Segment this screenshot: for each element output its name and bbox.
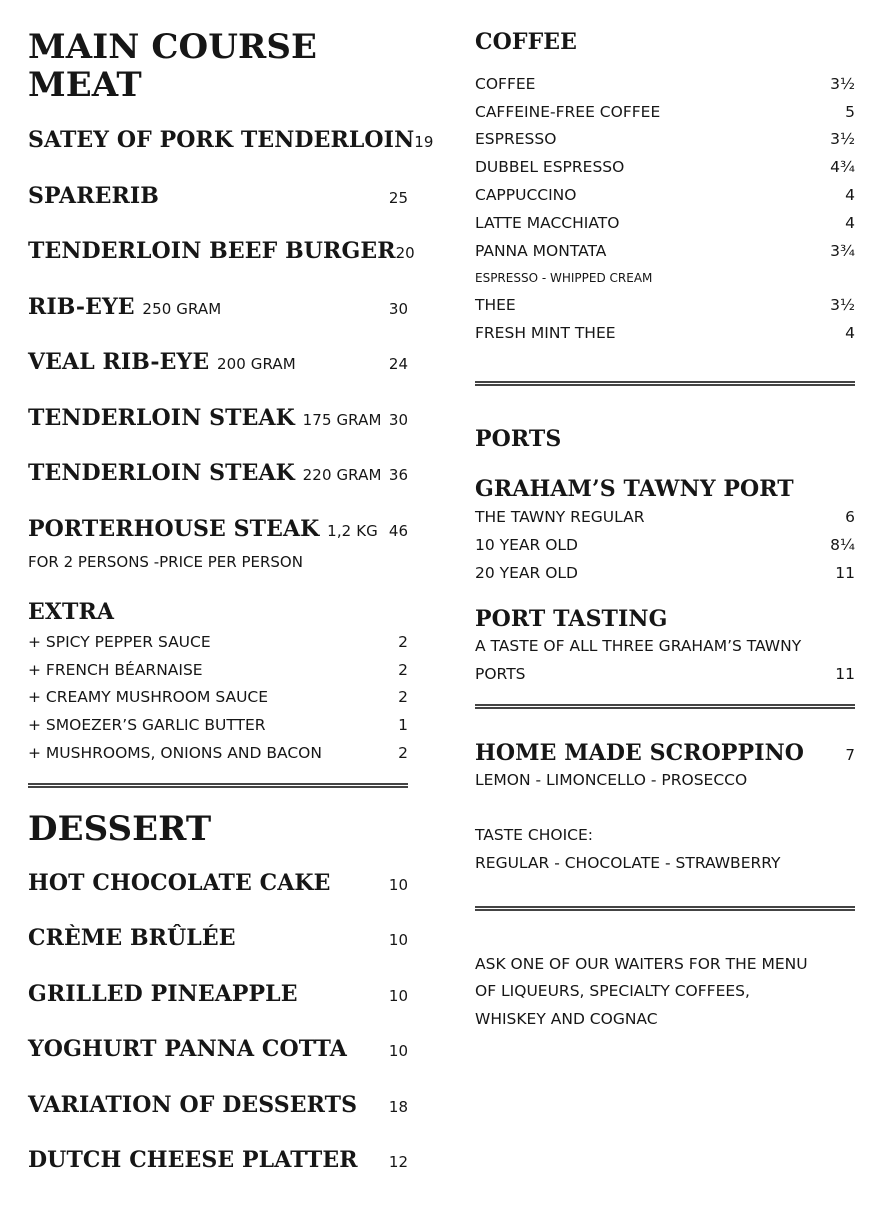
tea-list bbox=[475, 292, 855, 348]
extra-item-name: + MUSHROOMS, ONIONS AND BACON bbox=[28, 744, 322, 763]
menu-item-name bbox=[28, 238, 396, 264]
main-course-title-line2: MEAT bbox=[28, 65, 142, 105]
extra-title: EXTRA bbox=[28, 599, 115, 625]
dessert-item-name: CRÈME BRÛLÉE bbox=[28, 925, 236, 952]
menu-item-price: 30 bbox=[388, 299, 408, 318]
coffee-item bbox=[475, 126, 855, 154]
tea-item-name: THEE bbox=[475, 296, 516, 315]
dessert-item-price: 10 bbox=[388, 931, 408, 950]
dessert-item-row bbox=[28, 925, 408, 981]
menu-item-weight: 250 GRAM bbox=[142, 299, 222, 318]
footer-note-line1: ASK ONE OF OUR WAITERS FOR THE MENU bbox=[475, 954, 808, 973]
coffee-list bbox=[475, 70, 855, 265]
extra-item-name: + SPICY PEPPER SAUCE bbox=[28, 632, 211, 651]
menu-item-name bbox=[28, 294, 221, 320]
scroppino-row bbox=[475, 739, 855, 767]
port-tasting-text: PORTS bbox=[475, 665, 526, 684]
menu-item-price: 25 bbox=[388, 188, 408, 207]
menu-item-price: 36 bbox=[388, 466, 408, 484]
drinks-column bbox=[475, 28, 855, 1034]
extra-item-name: + CREAMY MUSHROOM SAUCE bbox=[28, 688, 269, 707]
coffee-item-price: 3½ bbox=[830, 130, 855, 149]
extra-item-price: 2 bbox=[398, 632, 408, 651]
port-item bbox=[475, 503, 855, 531]
menu-item-title: TENDERLOIN BEEF BURGER bbox=[28, 238, 396, 264]
menu-item-title: SPARERIB bbox=[28, 182, 159, 209]
dessert-item-price: 10 bbox=[388, 986, 408, 1005]
port-item bbox=[475, 559, 855, 587]
coffee-item-name: PANNA MONTATA bbox=[475, 241, 607, 260]
dessert-item-name: VARIATION OF DESSERTS bbox=[28, 1091, 358, 1118]
port-item bbox=[475, 531, 855, 559]
menu-item-name bbox=[28, 127, 414, 153]
extra-list bbox=[28, 628, 408, 767]
coffee-item-name: LATTE MACCHIATO bbox=[475, 213, 620, 232]
dessert-item-row bbox=[28, 1147, 408, 1203]
taste-choice-options: REGULAR - CHOCOLATE - STRAWBERRY bbox=[475, 853, 781, 872]
main-course-title bbox=[28, 28, 408, 104]
coffee-item-price: 5 bbox=[845, 102, 855, 121]
coffee-item bbox=[475, 181, 855, 209]
grahams-list bbox=[475, 503, 855, 586]
footer-note-line2: OF LIQUEURS, SPECIALTY COFFEES, bbox=[475, 982, 750, 1001]
menu-item-row bbox=[28, 238, 415, 294]
extra-item-price: 2 bbox=[398, 688, 408, 707]
dessert-item-row bbox=[28, 1036, 408, 1092]
extra-item bbox=[28, 628, 408, 656]
port-tasting-price: 11 bbox=[835, 665, 855, 684]
meat-list bbox=[28, 127, 434, 571]
menu-item-name bbox=[28, 460, 382, 486]
tea-item bbox=[475, 292, 855, 320]
menu-item-weight: 1,2 KG bbox=[327, 521, 378, 540]
menu-item-name bbox=[28, 349, 296, 375]
main-course-title-line1: MAIN COURSE bbox=[28, 27, 317, 67]
menu-item-title: SATEY OF PORK TENDERLOIN bbox=[28, 127, 415, 153]
menu-item-name bbox=[28, 516, 378, 542]
menu-item-price: 20 bbox=[395, 244, 415, 262]
main-course-column bbox=[28, 27, 434, 1203]
port-item-name: THE TAWNY REGULAR bbox=[475, 508, 645, 527]
menu-item-price: 24 bbox=[388, 355, 408, 373]
extra-item-name: + SMOEZER’S GARLIC BUTTER bbox=[28, 716, 266, 735]
panna-montata-note: ESPRESSO - WHIPPED CREAM bbox=[475, 271, 653, 286]
coffee-item-price: 4¾ bbox=[830, 158, 855, 177]
menu-item-weight: 175 GRAM bbox=[302, 410, 382, 429]
menu-item-price: 19 bbox=[414, 133, 434, 151]
port-item-price: 8¼ bbox=[830, 535, 855, 554]
tea-item-price: 3½ bbox=[830, 296, 855, 315]
extra-item-price: 2 bbox=[398, 660, 408, 679]
extra-item bbox=[28, 684, 408, 712]
menu-item-name bbox=[28, 405, 382, 431]
coffee-item-name: DUBBEL ESPRESSO bbox=[475, 158, 625, 177]
grahams-title: GRAHAM’S TAWNY PORT bbox=[475, 476, 794, 503]
menu-item-title: TENDERLOIN STEAK bbox=[28, 460, 295, 486]
tea-item-name: FRESH MINT THEE bbox=[475, 324, 616, 343]
coffee-item-name: CAFFEINE-FREE COFFEE bbox=[475, 102, 661, 121]
coffee-item-name: COFFEE bbox=[475, 74, 536, 93]
port-tasting-title: PORT TASTING bbox=[475, 605, 668, 632]
menu-item-name bbox=[28, 183, 159, 209]
footer-note-line3: WHISKEY AND COGNAC bbox=[475, 1010, 658, 1029]
coffee-item-price: 4 bbox=[845, 213, 855, 232]
coffee-item bbox=[475, 209, 855, 237]
extra-item bbox=[28, 711, 408, 739]
porterhouse-note: FOR 2 PERSONS -PRICE PER PERSON bbox=[28, 553, 303, 571]
coffee-item bbox=[475, 153, 855, 181]
menu-item-row bbox=[28, 294, 408, 350]
dessert-item-name: GRILLED PINEAPPLE bbox=[28, 980, 298, 1007]
coffee-item bbox=[475, 70, 855, 98]
menu-item-title: PORTERHOUSE STEAK bbox=[28, 515, 320, 542]
dessert-item-name: DUTCH CHEESE PLATTER bbox=[28, 1147, 358, 1174]
tea-item bbox=[475, 319, 855, 347]
dessert-title: DESSERT bbox=[28, 808, 212, 849]
menu-item-price: 30 bbox=[388, 410, 408, 429]
dessert-list bbox=[28, 870, 408, 1203]
extra-item bbox=[28, 739, 408, 767]
menu-item-title: VEAL RIB-EYE bbox=[28, 349, 210, 375]
coffee-item-price: 4 bbox=[845, 186, 855, 205]
scroppino-description: LEMON - LIMONCELLO - PROSECCO bbox=[475, 771, 748, 790]
scroppino-price: 7 bbox=[845, 746, 855, 765]
menu-item-row bbox=[28, 349, 408, 405]
port-item-name: 20 YEAR OLD bbox=[475, 563, 578, 582]
port-item-price: 11 bbox=[835, 563, 855, 582]
menu-item-price: 46 bbox=[388, 521, 408, 540]
extra-item-name: + FRENCH BÉARNAISE bbox=[28, 660, 203, 679]
coffee-title: COFFEE bbox=[475, 29, 578, 55]
port-tasting-line1 bbox=[475, 633, 855, 661]
extra-item-price: 2 bbox=[398, 744, 408, 763]
menu-item-row bbox=[28, 183, 408, 239]
menu-item-title: RIB-EYE bbox=[28, 293, 135, 320]
menu-item-row bbox=[28, 127, 434, 183]
coffee-item-name: CAPPUCCINO bbox=[475, 186, 577, 205]
tea-item-price: 4 bbox=[845, 324, 855, 343]
port-tasting-line2 bbox=[475, 660, 855, 688]
coffee-item bbox=[475, 237, 855, 265]
dessert-item-name: YOGHURT PANNA COTTA bbox=[28, 1036, 347, 1063]
extra-item bbox=[28, 656, 408, 684]
dessert-item-row bbox=[28, 981, 408, 1037]
coffee-item bbox=[475, 98, 855, 126]
ports-title: PORTS bbox=[475, 426, 562, 453]
scroppino-title: HOME MADE SCROPPINO bbox=[475, 740, 805, 767]
dessert-item-price: 18 bbox=[388, 1097, 408, 1116]
menu-item-row bbox=[28, 460, 408, 516]
dessert-item-price: 10 bbox=[388, 875, 408, 894]
extra-item-price: 1 bbox=[398, 716, 408, 735]
port-item-name: 10 YEAR OLD bbox=[475, 535, 578, 554]
menu-item-row bbox=[28, 405, 408, 461]
dessert-item-row bbox=[28, 870, 408, 926]
menu-item-title: TENDERLOIN STEAK bbox=[28, 404, 295, 431]
coffee-item-price: 3¾ bbox=[830, 241, 855, 260]
dessert-item-row bbox=[28, 1092, 408, 1148]
dessert-item-price: 12 bbox=[388, 1153, 408, 1172]
port-item-price: 6 bbox=[845, 508, 855, 527]
taste-choice-label: TASTE CHOICE: bbox=[475, 825, 593, 844]
menu-item-weight: 220 GRAM bbox=[302, 466, 382, 484]
port-tasting-text: A TASTE OF ALL THREE GRAHAM’S TAWNY bbox=[475, 637, 802, 656]
coffee-item-price: 3½ bbox=[830, 74, 855, 93]
dessert-item-name: HOT CHOCOLATE CAKE bbox=[28, 869, 331, 896]
coffee-item-name: ESPRESSO bbox=[475, 130, 557, 149]
dessert-item-price: 10 bbox=[388, 1042, 408, 1061]
menu-item-weight: 200 GRAM bbox=[216, 355, 296, 373]
